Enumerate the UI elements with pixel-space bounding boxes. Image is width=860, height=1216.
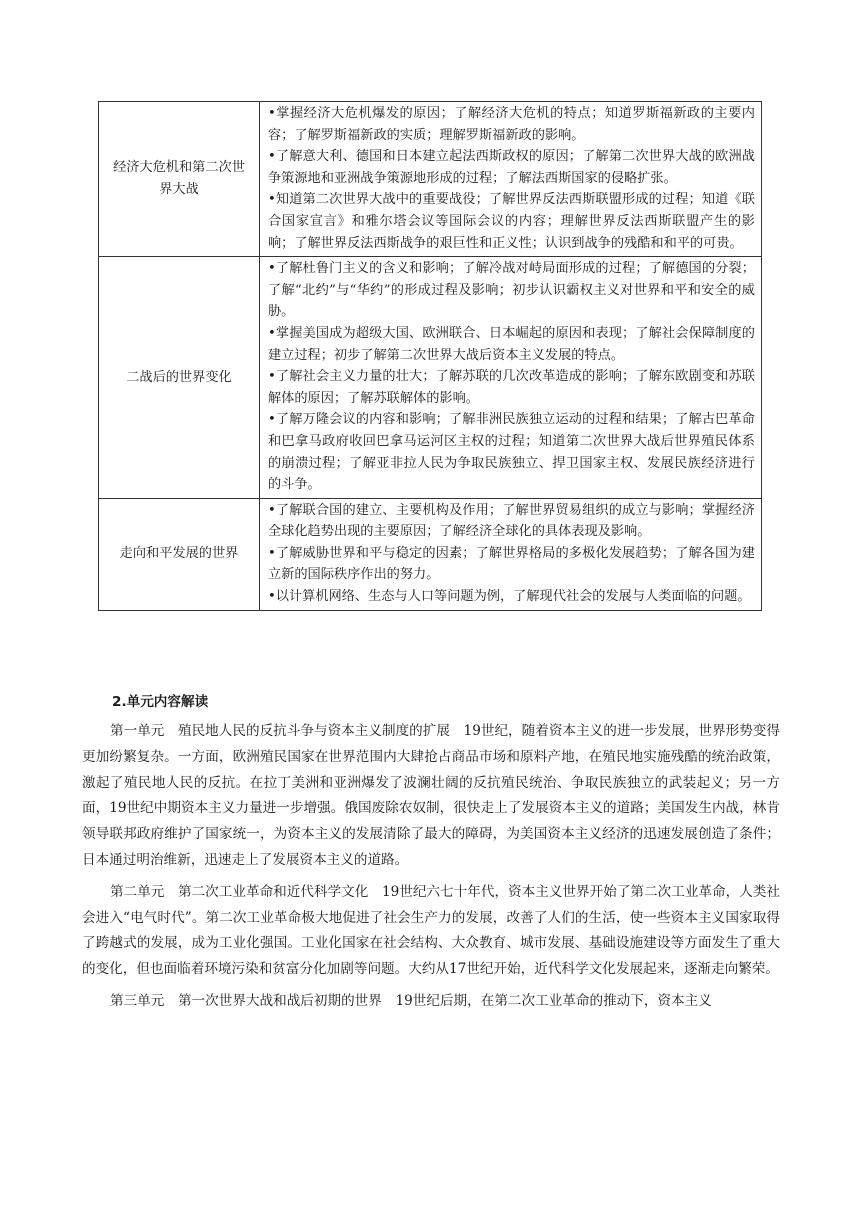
bullet-item: •了解威胁世界和平与稳定的因素；了解世界格局的多极化发展趋势；了解各国为建立新的国际秩序作出的努力。 (268, 545, 755, 583)
table-row (99, 102, 762, 257)
content-cell (260, 257, 762, 499)
paragraph-unit-3: 第三单元 第一次世界大战和战后初期的世界 19世纪后期，在第二次工业革命的推动下，资本主义 (110, 992, 712, 1009)
table-row (99, 498, 762, 610)
bullet-item: •以计算机网络、生态与人口等问题为例，了解现代社会的发展与人类面临的问题。 (268, 589, 751, 605)
topic-cell: 经济大危机和第二次世界大战 (99, 102, 260, 257)
bullet-item: •掌握美国成为超级大国、欧洲联合、日本崛起的原因和表现；了解社会保障制度的建立过程；初步了解第二次世界大战后资本主义发展的特点。 (268, 325, 755, 363)
topic-cell: 走向和平发展的世界 (99, 498, 260, 610)
content-cell (260, 498, 762, 610)
paragraph-unit-1: 第一单元 殖民地人民的反抗斗争与资本主义制度的扩展 19世纪，随着资本主义的进一步发展，世界形势变得更加纷繁复杂。一方面，欧洲殖民国家在世界范围内大肆抢占商品市场和原料产地，在殖民地实施残酷的统治政策，激起了殖民地人民的反抗。在拉丁美洲和亚洲爆发了波澜壮阔的反抗殖民统治、争取民族独立的武装起义；另一方面，19世纪中期资本主义力量进一步增强。俄国废除农奴制，很快走上了发展资本主义的道路；美国发生内战，林肯领导联邦政府维护了国家统一，为资本主义的发展清除了最大的障碍，为美国资本主义经济的迅速发展创造了条件；日本通过明治维新，迅速走上了发展资本主义的道路。 (82, 723, 780, 868)
section-heading: 2.单元内容解读 (112, 694, 209, 710)
paragraph-unit-2: 第二单元 第二次工业革命和近代科学文化 19世纪六七十年代，资本主义世界开始了第二次工业革命，人类社会进入“电气时代”。第二次工业革命极大地促进了社会生产力的发展，改善了人们的生活，使一些资本主义国家取得了跨越式的发展，成为工业化强国。工业化国家在社会结构、大众教育、城市发展、基础设施建设等方面发生了重大的变化，但也面临着环境污染和贫富分化加剧等问题。大约从17世纪开始，近代科学文化发展起来，逐渐走向繁荣。 (82, 883, 780, 978)
table-row (99, 257, 762, 499)
unit-interpretation-body (82, 719, 780, 1021)
bullet-item: •掌握经济大危机爆发的原因；了解经济大危机的特点；知道罗斯福新政的主要内容；了解罗斯福新政的实质；理解罗斯福新政的影响。 (268, 106, 755, 143)
bullet-item: •了解万隆会议的内容和影响；了解非洲民族独立运动的过程和结果；了解古巴革命和巴拿马政府收回巴拿马运河区主权的过程；知道第二次世界大战后世界殖民体系的崩溃过程；了解亚非拉人民为争取民族独立、捍卫国家主权、发展民族经济进行的斗争。 (268, 412, 755, 493)
bullet-item: •了解联合国的建立、主要机构及作用；了解世界贸易组织的成立与影响；掌握经济全球化趋势出现的主要原因；了解经济全球化的具体表现及影响。 (268, 502, 755, 540)
topic-cell: 二战后的世界变化 (99, 257, 260, 499)
curriculum-table (98, 101, 762, 611)
bullet-item: •了解意大利、德国和日本建立起法西斯政权的原因；了解第二次世界大战的欧洲战争策源地和亚洲战争策源地形成的过程；了解法西斯国家的侵略扩张。 (268, 149, 755, 186)
bullet-item: •了解杜鲁门主义的含义和影响；了解冷战对峙局面形成的过程；了解德国的分裂；了解“北约”与“华约”的形成过程及影响；初步认识霸权主义对世界和平和安全的威胁。 (268, 261, 755, 320)
bullet-item: •了解社会主义力量的壮大；了解苏联的几次改革造成的影响；了解东欧剧变和苏联解体的原因；了解苏联解体的影响。 (268, 369, 755, 406)
bullet-item: •知道第二次世界大战中的重要战役；了解世界反法西斯联盟形成的过程；知道《联合国家宣言》和雅尔塔会议等国际会议的内容；理解世界反法西斯联盟产生的影响；了解世界反法西斯战争的艰巨性和正义性；认识到战争的残酷和和平的可贵。 (268, 192, 755, 251)
content-cell (260, 102, 762, 257)
